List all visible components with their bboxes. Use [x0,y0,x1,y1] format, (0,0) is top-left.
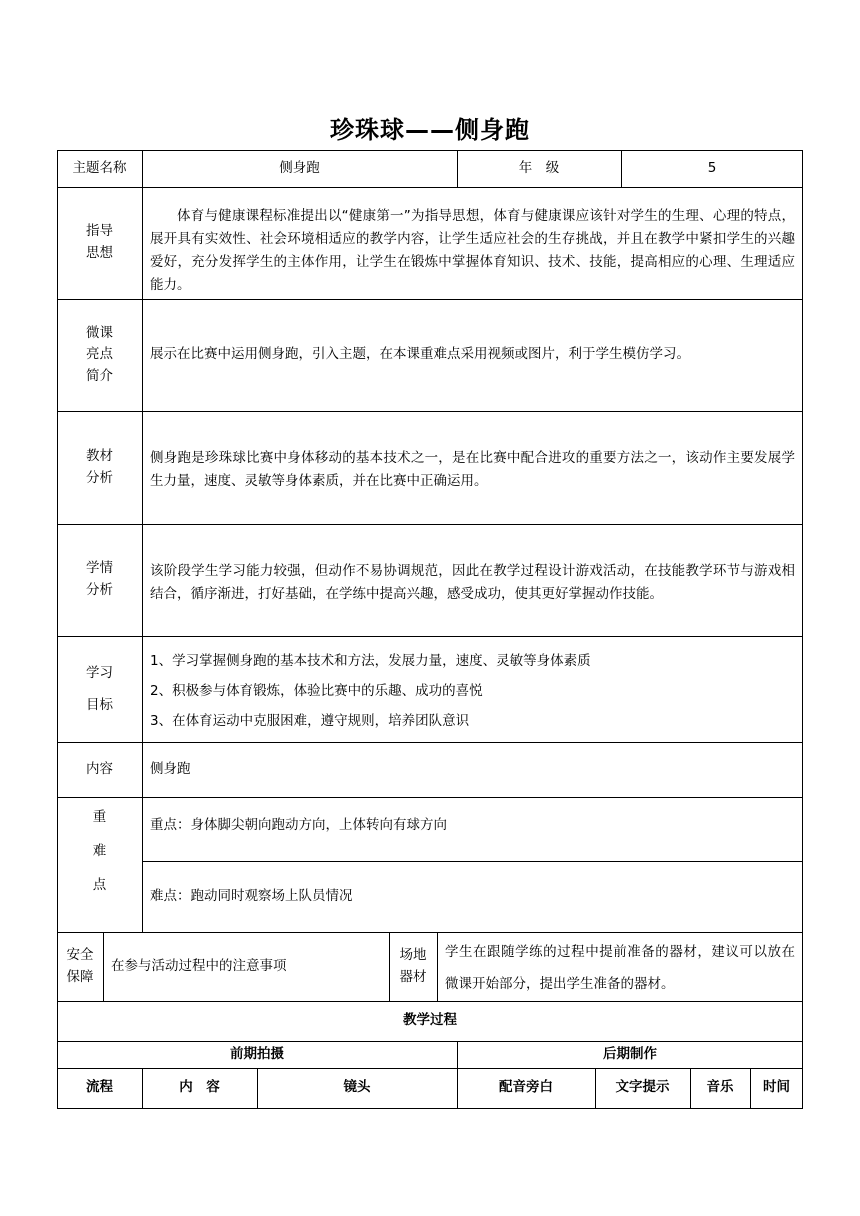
venue-label [389,932,437,1001]
guidance-text: 体育与健康课程标准提出以“健康第一”为指导思想，体育与健康课应该针对学生的生理、心理的特点，展开具有实效性、社会环境相适应的教学内容，让学生适应社会的生存挑战，并且在教学中紧扣学生的兴趣爱好，充分发挥学生的主体作用，让学生在锻炼中掌握体育知识、技术、技能，提高相应的心理、生理适应能力。 [150,208,795,293]
learner-label-line2: 分析 [86,582,113,598]
column-header-content: 内 容 [179,1079,220,1096]
material-label-line2: 分析 [86,469,113,486]
goal-item: 3、在体育运动中克服困难，遵守规则，培养团队意识 [150,713,470,729]
safety-label-line1: 安全 [66,946,94,963]
keypoints-label [57,797,142,932]
post-production-header: 后期制作 [603,1045,657,1062]
column-header-text-prompt: 文字提示 [615,1079,670,1096]
material-text: 侧身跑是珍珠球比赛中身体移动的基本技术之一，是在比赛中配合进攻的重要方法之一，该动作主要发展学生力量，速度、灵敏等身体素质，并在比赛中正确运用。 [150,450,795,489]
grade-label: 年 级 [518,159,560,176]
highlights-text: 展示在比赛中运用侧身跑，引入主题，在本课重难点采用视频或图片，利于学生模仿学习。 [150,346,690,363]
goals-label-line1: 学习 [86,664,113,681]
column-header-shot: 镜头 [343,1079,371,1096]
difficulty-point: 难点：跑动同时观察场上队员情况 [150,887,353,904]
highlights-label-line3: 简介 [86,367,113,384]
highlights-label [57,299,142,411]
venue-label-line1: 场地 [399,946,427,963]
highlights-label-line2: 亮点 [86,346,113,363]
material-label [57,411,142,524]
grade-value: 5 [707,159,717,176]
column-header-process: 流程 [86,1079,113,1096]
process-title: 教学过程 [403,1012,457,1029]
learner-label-line1: 学情 [86,560,113,577]
safety-label [57,932,103,1001]
guidance-label [57,187,142,299]
highlights-label-line1: 微课 [86,324,113,341]
topic-label: 主题名称 [72,159,127,176]
key-point: 重点：身体脚尖朝向跑动方向，上体转向有球方向 [150,817,447,834]
column-header-voiceover: 配音旁白 [499,1079,553,1096]
keypoints-label-line3: 点 [92,876,107,893]
safety-value: 在参与活动过程中的注意事项 [111,957,287,974]
venue-value: 学生在跟随学练的过程中提前准备的器材，建议可以放在微课开始部分，提出学生准备的器材。 [445,944,795,992]
goal-item: 1、学习掌握侧身跑的基本技术和方法，发展力量，速度、灵敏等身体素质 [150,653,591,669]
guidance-label-line2: 思想 [86,245,113,261]
column-header-music: 音乐 [706,1079,734,1096]
content-label: 内容 [86,760,113,777]
pre-production-header: 前期拍摄 [230,1045,284,1062]
content-value: 侧身跑 [150,760,191,777]
topic-value: 侧身跑 [279,159,320,176]
goals-label-line2: 目标 [86,697,113,713]
safety-label-line2: 保障 [66,968,94,985]
goal-item: 2、积极参与体育锻炼，体验比赛中的乐趣、成功的喜悦 [150,683,483,699]
column-header-time: 时间 [763,1079,790,1096]
goals-list [142,636,803,742]
goals-label [57,636,142,742]
learner-text: 该阶段学生学习能力较强，但动作不易协调规范，因此在教学过程设计游戏活动，在技能教学环节与游戏相结合，循序渐进，打好基础，在学练中提高兴趣，感受成功，使其更好掌握动作技能。 [150,563,795,602]
learner-label [57,524,142,636]
document-title: 珍珠球——侧身跑 [330,116,530,144]
venue-label-line2: 器材 [399,968,427,985]
keypoints-label-line2: 难 [92,842,107,859]
guidance-label-line1: 指导 [86,223,113,240]
material-label-line1: 教材 [86,447,113,464]
keypoints-label-line1: 重 [92,809,107,825]
